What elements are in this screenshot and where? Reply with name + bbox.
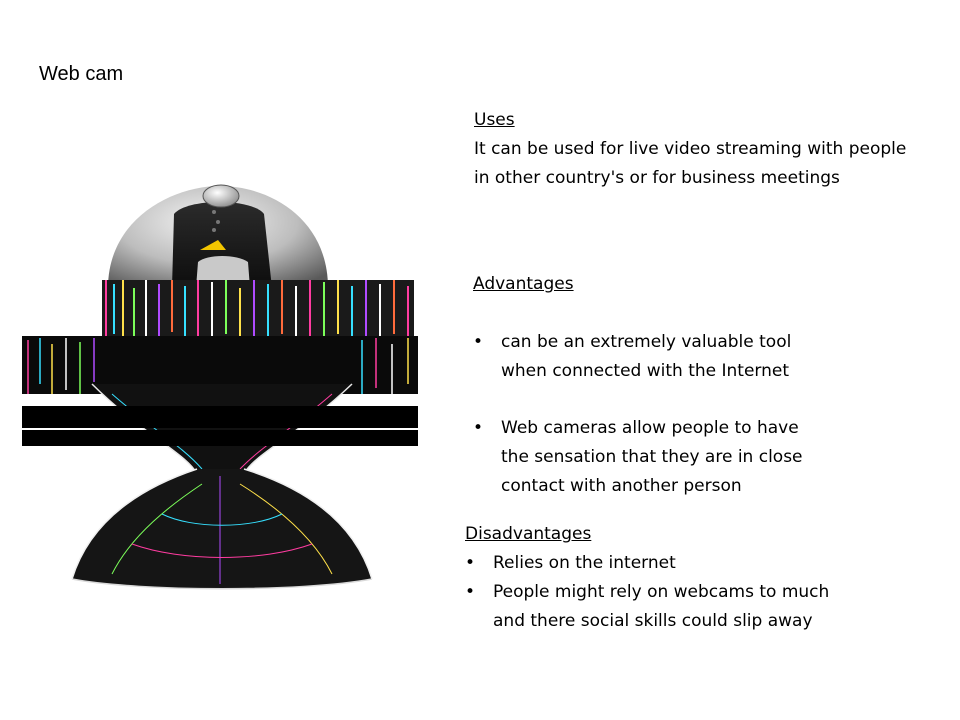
slide-title: Web cam (39, 63, 124, 85)
bullet-text (493, 549, 676, 578)
bullet-icon: • (473, 418, 484, 438)
bullet-line: can be an extremely valuable tool (501, 332, 792, 352)
bullet-line: the sensation that they are in close (501, 447, 803, 467)
bullet-line: Web cameras allow people to have (501, 418, 799, 438)
advantages-section (473, 270, 574, 299)
bullet-icon: • (465, 553, 476, 573)
bullet-icon: • (473, 332, 484, 352)
uses-heading: Uses (474, 110, 515, 130)
disadvantages-section (465, 520, 591, 549)
bullet-text (501, 328, 791, 386)
webcam-image (22, 184, 418, 594)
disadvantages-heading: Disadvantages (465, 524, 592, 544)
bullet-line: People might rely on webcams to much (493, 582, 830, 602)
uses-line: It can be used for live video streaming with people (474, 139, 907, 159)
bullet-line: contact with another person (501, 476, 742, 496)
uses-line: in other country's or for business meetings (474, 168, 840, 188)
bullet-icon: • (465, 582, 476, 602)
advantages-heading: Advantages (473, 274, 574, 294)
bullet-line: Relies on the internet (493, 553, 676, 573)
uses-section (474, 106, 906, 193)
bullet-line: when connected with the Internet (501, 361, 790, 381)
bullet-text (493, 578, 829, 636)
bullet-text (501, 414, 803, 501)
bullet-line: and there social skills could slip away (493, 611, 813, 631)
